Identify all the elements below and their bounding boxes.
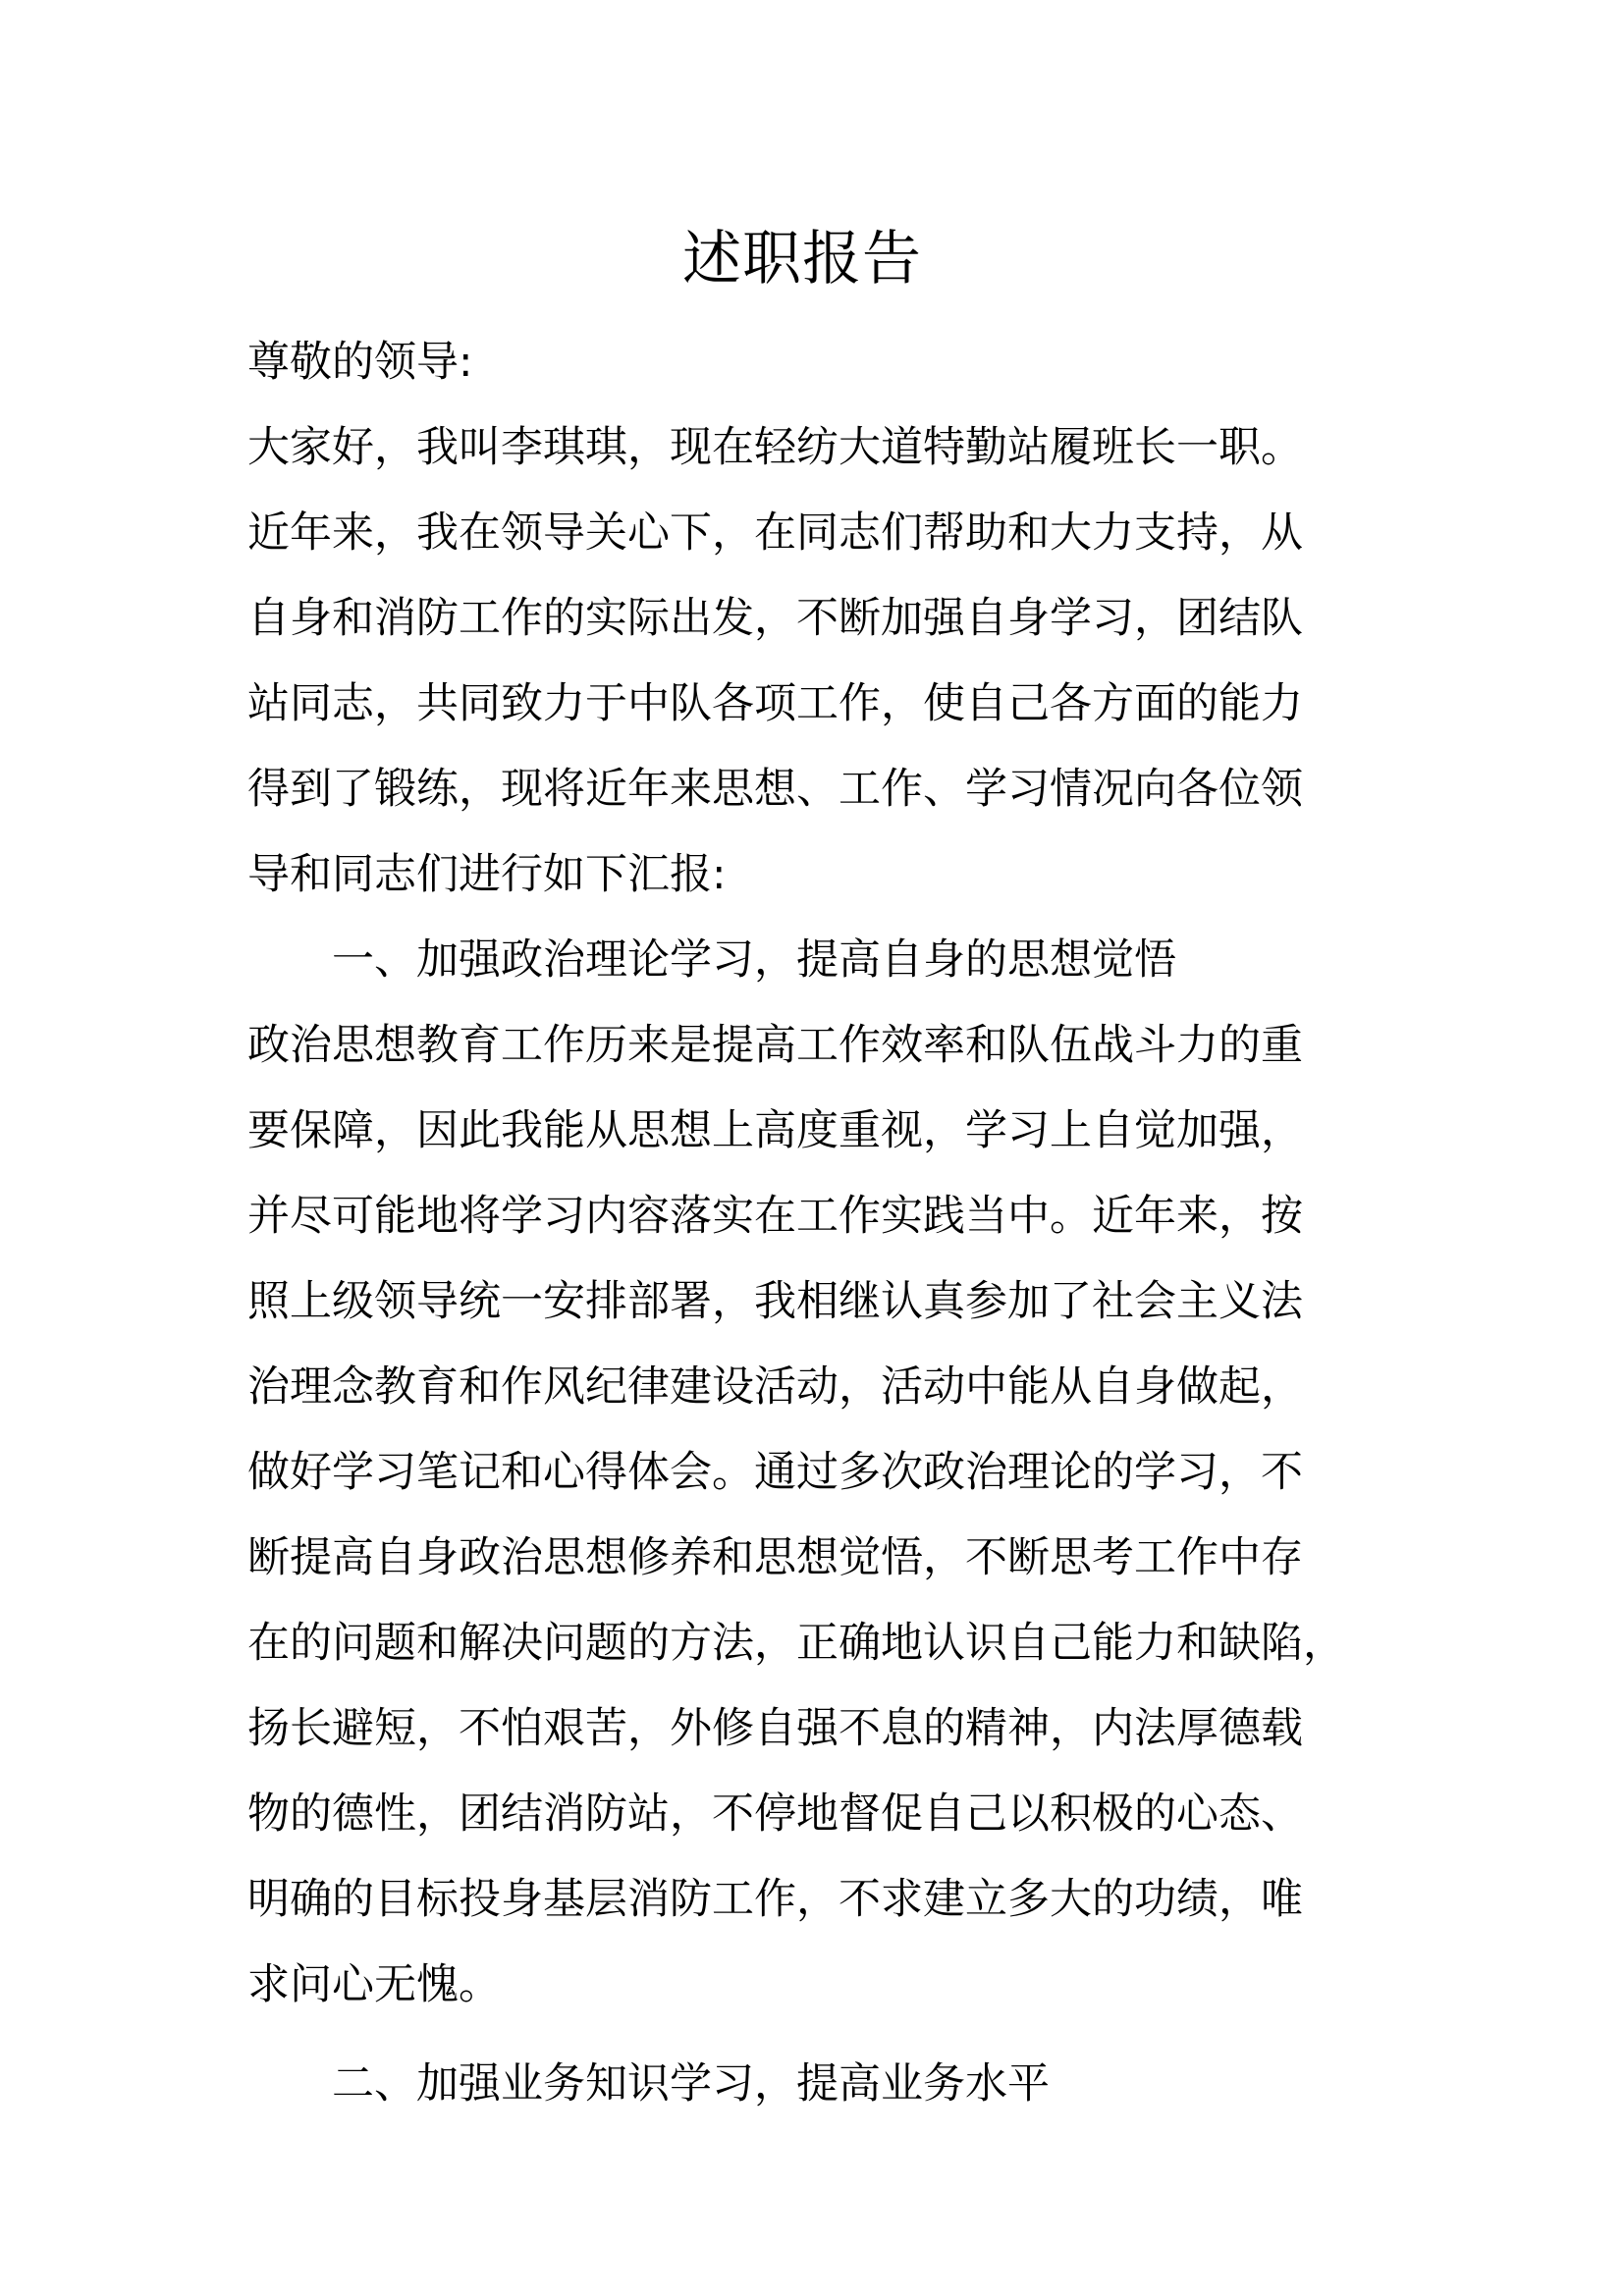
section-1-heading: 一、加强政治理论学习，提高自身的思想觉悟 <box>332 935 1176 985</box>
section-1-line: 并尽可能地将学习内容落实在工作实践当中。近年来，按 <box>247 1192 1303 1241</box>
intro-paragraph <box>247 405 1357 918</box>
section-1-line: 要保障，因此我能从思想上高度重视，学习上自觉加强， <box>247 1106 1303 1155</box>
section-1-line: 物的德性，团结消防站，不停地督促自己以积极的心态、 <box>247 1789 1303 1839</box>
section-1-line: 断提高自身政治思想修养和思想觉悟，不断思考工作中存 <box>247 1533 1303 1582</box>
document-content <box>247 212 1357 2127</box>
section-2-heading: 二、加强业务知识学习，提高业务水平 <box>332 2059 1050 2109</box>
section-1-line: 做好学习笔记和心得体会。通过多次政治理论的学习，不 <box>247 1448 1303 1497</box>
intro-line: 近年来，我在领导关心下，在同志们帮助和大力支持，从 <box>247 508 1303 558</box>
salutation: 尊敬的领导: <box>247 338 473 387</box>
section-1-line: 照上级领导统一安排部署，我相继认真参加了社会主义法 <box>247 1277 1303 1326</box>
document-body <box>247 320 1357 2127</box>
intro-line: 大家好，我叫李琪琪，现在轻纺大道特勤站履班长一职。 <box>247 423 1303 472</box>
section-1-line: 在的问题和解决问题的方法，正确地认识自己能力和缺陷， <box>247 1619 1345 1668</box>
intro-line: 自身和消防工作的实际出发，不断加强自身学习，团结队 <box>247 594 1303 643</box>
section-1-line: 求问心无愧。 <box>247 1960 501 2009</box>
document-title: 述职报告 <box>682 225 922 294</box>
section-1-line: 明确的目标投身基层消防工作，不求建立多大的功绩，唯 <box>247 1875 1303 1924</box>
intro-line: 得到了锻练，现将近年来思想、工作、学习情况向各位领 <box>247 765 1303 814</box>
section-1-line: 扬长避短，不怕艰苦，外修自强不息的精神，内法厚德载 <box>247 1704 1303 1753</box>
section-1-paragraph <box>247 1003 1357 2028</box>
section-1-line: 政治思想教育工作历来是提高工作效率和队伍战斗力的重 <box>247 1021 1303 1070</box>
section-1-line: 治理念教育和作风纪律建设活动，活动中能从自身做起， <box>247 1362 1303 1412</box>
intro-line: 导和同志们进行如下汇报: <box>247 850 727 899</box>
intro-line: 站同志，共同致力于中队各项工作，使自己各方面的能力 <box>247 679 1303 728</box>
